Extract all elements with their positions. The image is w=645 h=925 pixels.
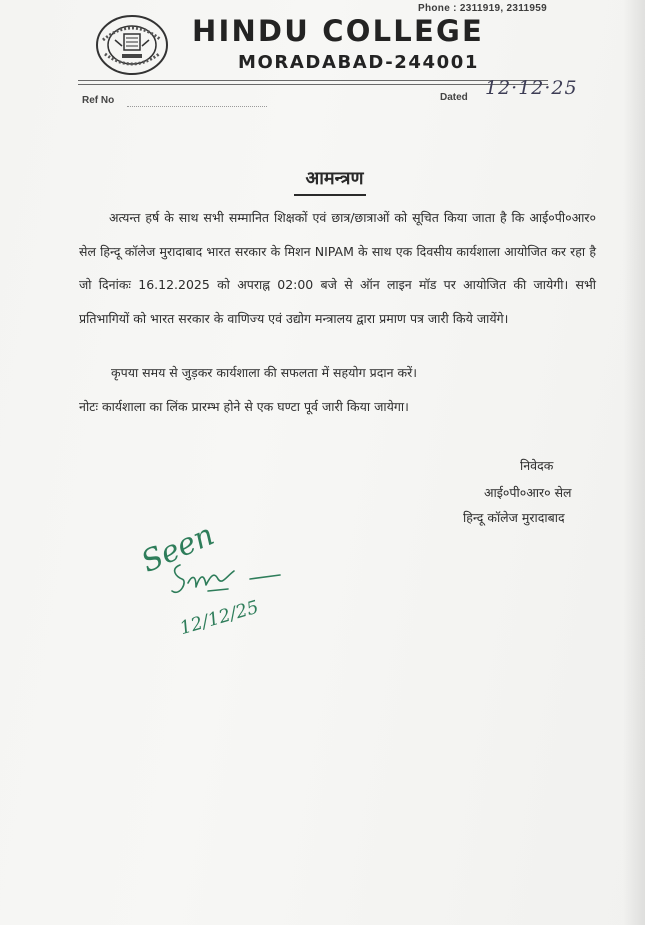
header-rule <box>78 84 548 85</box>
college-address: MORADABAD-244001 <box>238 52 480 73</box>
signature-line-3: हिन्दू कॉलेज मुरादाबाद <box>463 510 565 525</box>
request-paragraph: कृपया समय से जुड़कर कार्यशाला की सफलता में सहयोग प्रदान करें। <box>111 365 417 380</box>
header-rule <box>78 80 548 81</box>
handwritten-seen-annotation <box>130 505 290 645</box>
dated-label: Dated <box>440 92 468 103</box>
invitation-paragraph: अत्यन्त हर्ष के साथ सभी सम्मानित शिक्षकों एवं छात्र/छात्राओं को सूचित किया जाता है कि आई०पी०आर० सेल हिन्दू कॉलेज मुरादाबाद भारत सरकार के मिशन NIPAM के साथ एक दिवसीय कार्यशाला आयोजित कर रहा है जो दिनांकः 16.12.2025 को अपराह्न 02:00 बजे से ऑन लाइन मॉड पर आयोजित की जायेगी। सभी प्रतिभागियों को भारत सरकार के वाणिज्य एवं उद्योग मन्त्रालय द्वारा प्रमाण पत्र जारी किये जायेंगे। <box>79 210 596 326</box>
note-line: नोटः कार्यशाला का लिंक प्रारम्भ होने से एक घण्टा पूर्व जारी किया जायेगा। <box>79 399 409 414</box>
signature-line-2: आई०पी०आर० सेल <box>484 485 572 500</box>
phone-numbers: Phone : 2311919, 2311959 <box>418 3 547 14</box>
ref-blank-line <box>127 106 267 107</box>
document-title: आमन्त्रण <box>305 168 364 189</box>
dated-value: 12·12·25 <box>485 77 578 99</box>
title-underline <box>294 194 366 196</box>
page-edge-shadow <box>623 0 645 925</box>
signature-line-1: निवेदक <box>520 458 554 473</box>
handwritten-seen-word: Seen <box>136 517 220 580</box>
ref-label: Ref No <box>82 95 115 106</box>
college-seal-icon <box>95 14 169 76</box>
handwritten-date: 12/12/25 <box>177 596 261 640</box>
college-name: HINDU COLLEGE <box>192 14 484 48</box>
